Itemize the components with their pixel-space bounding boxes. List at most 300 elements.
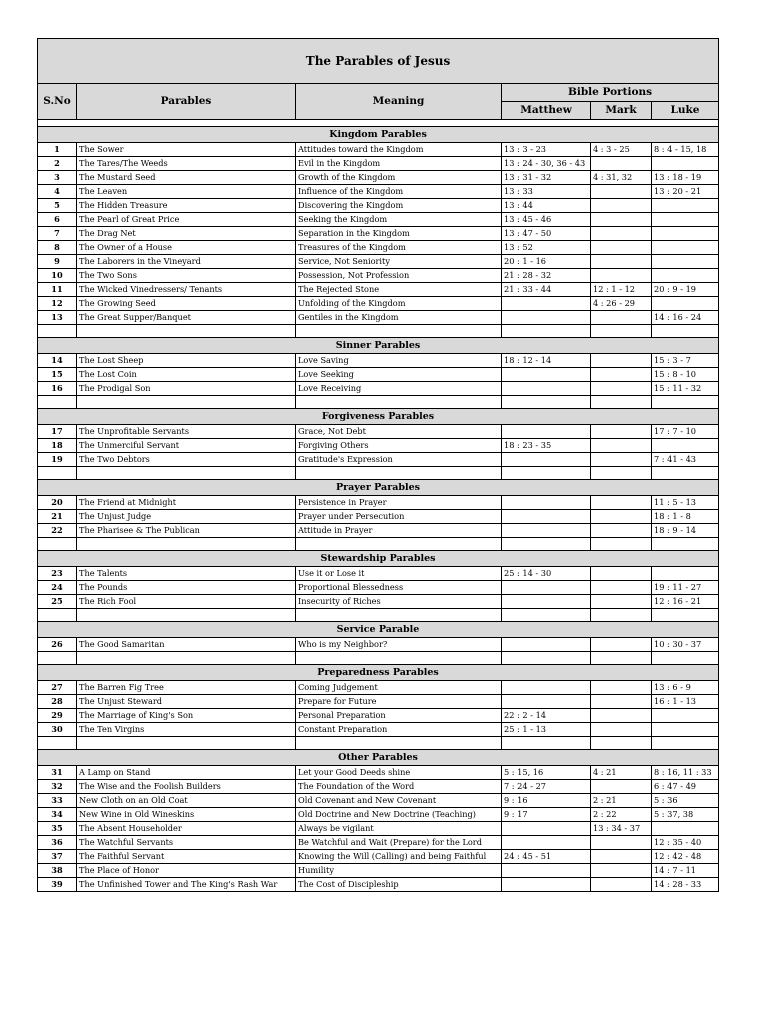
sno-cell: 12	[38, 297, 77, 311]
luke-cell: 8 : 16, 11 : 33	[652, 766, 719, 780]
sno-cell: 6	[38, 213, 77, 227]
luke-cell: 12 : 42 - 48	[652, 850, 719, 864]
mark-cell	[591, 709, 652, 723]
parable-cell: The Unmerciful Servant	[77, 439, 296, 453]
mark-cell: 2 : 21	[591, 794, 652, 808]
blank-cell	[38, 538, 77, 551]
blank-cell	[502, 609, 591, 622]
blank-row	[38, 325, 719, 338]
header-luke: Luke	[652, 102, 719, 120]
table-row	[38, 354, 719, 368]
blank-cell	[296, 396, 502, 409]
blank-cell	[652, 325, 719, 338]
matthew-cell	[502, 297, 591, 311]
parable-cell: The Leaven	[77, 185, 296, 199]
mark-cell	[591, 524, 652, 538]
parable-cell: The Two Sons	[77, 269, 296, 283]
table-row	[38, 780, 719, 794]
matthew-cell: 25 : 14 - 30	[502, 567, 591, 581]
meaning-cell: Love Receiving	[296, 382, 502, 396]
table-row	[38, 311, 719, 325]
matthew-cell: 18 : 23 - 35	[502, 439, 591, 453]
matthew-cell: 5 : 15, 16	[502, 766, 591, 780]
matthew-cell	[502, 595, 591, 609]
meaning-cell: Old Covenant and New Covenant	[296, 794, 502, 808]
parables-table	[37, 38, 719, 892]
luke-cell: 15 : 3 - 7	[652, 354, 719, 368]
header-parables: Parables	[77, 84, 296, 120]
blank-cell	[77, 467, 296, 480]
sno-cell: 20	[38, 496, 77, 510]
parable-cell: The Growing Seed	[77, 297, 296, 311]
luke-cell: 16 : 1 - 13	[652, 695, 719, 709]
luke-cell	[652, 269, 719, 283]
meaning-cell: Always be vigilant	[296, 822, 502, 836]
matthew-cell: 13 : 33	[502, 185, 591, 199]
luke-cell: 19 : 11 - 27	[652, 581, 719, 595]
meaning-cell: Prepare for Future	[296, 695, 502, 709]
table-row	[38, 695, 719, 709]
blank-cell	[296, 737, 502, 750]
meaning-cell: Old Doctrine and New Doctrine (Teaching)	[296, 808, 502, 822]
parable-cell: The Good Samaritan	[77, 638, 296, 652]
table-row	[38, 595, 719, 609]
sno-cell: 11	[38, 283, 77, 297]
mark-cell: 12 : 1 - 12	[591, 283, 652, 297]
meaning-cell: Love Seeking	[296, 368, 502, 382]
sno-cell: 27	[38, 681, 77, 695]
table-row	[38, 524, 719, 538]
sno-cell: 33	[38, 794, 77, 808]
table-row	[38, 510, 719, 524]
section-header-row	[38, 665, 719, 681]
matthew-cell: 13 : 52	[502, 241, 591, 255]
blank-cell	[296, 609, 502, 622]
parable-cell: The Watchful Servants	[77, 836, 296, 850]
meaning-cell: Service, Not Seniority	[296, 255, 502, 269]
parable-cell: The Unfinished Tower and The King's Rash War	[77, 878, 296, 892]
meaning-cell: Discovering the Kingdom	[296, 199, 502, 213]
blank-cell	[38, 652, 77, 665]
mark-cell	[591, 453, 652, 467]
luke-cell: 11 : 5 - 13	[652, 496, 719, 510]
blank-cell	[77, 396, 296, 409]
table-row	[38, 808, 719, 822]
blank-cell	[502, 396, 591, 409]
matthew-cell: 9 : 17	[502, 808, 591, 822]
mark-cell	[591, 241, 652, 255]
header-bible-portions: Bible Portions	[502, 84, 719, 102]
blank-row	[38, 652, 719, 665]
blank-cell	[591, 396, 652, 409]
table-row	[38, 681, 719, 695]
sno-cell: 10	[38, 269, 77, 283]
blank-cell	[652, 396, 719, 409]
matthew-cell	[502, 510, 591, 524]
matthew-cell: 22 : 2 - 14	[502, 709, 591, 723]
blank-cell	[502, 325, 591, 338]
matthew-cell	[502, 311, 591, 325]
matthew-cell: 25 : 1 - 13	[502, 723, 591, 737]
luke-cell: 5 : 36	[652, 794, 719, 808]
table-row	[38, 723, 719, 737]
header-row	[38, 84, 719, 102]
parable-cell: The Rich Fool	[77, 595, 296, 609]
mark-cell	[591, 382, 652, 396]
mark-cell: 4 : 21	[591, 766, 652, 780]
table-row	[38, 864, 719, 878]
mark-cell: 4 : 3 - 25	[591, 143, 652, 157]
blank-cell	[652, 538, 719, 551]
table-row	[38, 297, 719, 311]
table-row	[38, 709, 719, 723]
table-row	[38, 836, 719, 850]
sno-cell: 25	[38, 595, 77, 609]
matthew-cell	[502, 368, 591, 382]
table-row	[38, 171, 719, 185]
table-row	[38, 227, 719, 241]
luke-cell: 18 : 1 - 8	[652, 510, 719, 524]
meaning-cell: Unfolding of the Kingdom	[296, 297, 502, 311]
blank-cell	[652, 609, 719, 622]
matthew-cell: 21 : 33 - 44	[502, 283, 591, 297]
meaning-cell: Forgiving Others	[296, 439, 502, 453]
mark-cell	[591, 255, 652, 269]
matthew-cell: 13 : 45 - 46	[502, 213, 591, 227]
mark-cell	[591, 311, 652, 325]
luke-cell	[652, 709, 719, 723]
meaning-cell: Gratitude's Expression	[296, 453, 502, 467]
mark-cell: 2 : 22	[591, 808, 652, 822]
parable-cell: The Hidden Treasure	[77, 199, 296, 213]
table-row	[38, 368, 719, 382]
blank-cell	[38, 467, 77, 480]
matthew-cell: 13 : 31 - 32	[502, 171, 591, 185]
sno-cell: 15	[38, 368, 77, 382]
blank-cell	[591, 652, 652, 665]
luke-cell: 13 : 18 - 19	[652, 171, 719, 185]
blank-cell	[591, 609, 652, 622]
meaning-cell: Love Saving	[296, 354, 502, 368]
matthew-cell	[502, 695, 591, 709]
sno-cell: 2	[38, 157, 77, 171]
sno-cell: 9	[38, 255, 77, 269]
parable-cell: The Sower	[77, 143, 296, 157]
meaning-cell: Who is my Neighbor?	[296, 638, 502, 652]
parable-cell: The Wicked Vinedressers/ Tenants	[77, 283, 296, 297]
luke-cell	[652, 723, 719, 737]
mark-cell	[591, 864, 652, 878]
section-title: Preparedness Parables	[38, 665, 719, 681]
section-header-row	[38, 338, 719, 354]
sno-cell: 21	[38, 510, 77, 524]
matthew-cell	[502, 496, 591, 510]
blank-cell	[502, 467, 591, 480]
luke-cell	[652, 439, 719, 453]
mark-cell	[591, 354, 652, 368]
parable-cell: The Great Supper/Banquet	[77, 311, 296, 325]
matthew-cell	[502, 638, 591, 652]
meaning-cell: Let your Good Deeds shine	[296, 766, 502, 780]
blank-cell	[77, 737, 296, 750]
matthew-cell	[502, 681, 591, 695]
sno-cell: 30	[38, 723, 77, 737]
parable-cell: The Laborers in the Vineyard	[77, 255, 296, 269]
blank-cell	[591, 467, 652, 480]
matthew-cell	[502, 382, 591, 396]
luke-cell: 20 : 9 - 19	[652, 283, 719, 297]
luke-cell	[652, 199, 719, 213]
table-row	[38, 439, 719, 453]
sno-cell: 24	[38, 581, 77, 595]
matthew-cell: 18 : 12 - 14	[502, 354, 591, 368]
parable-cell: The Unjust Steward	[77, 695, 296, 709]
sno-cell: 5	[38, 199, 77, 213]
parable-cell: A Lamp on Stand	[77, 766, 296, 780]
mark-cell	[591, 681, 652, 695]
matthew-cell: 9 : 16	[502, 794, 591, 808]
blank-cell	[591, 325, 652, 338]
blank-cell	[38, 737, 77, 750]
blank-row	[38, 609, 719, 622]
blank-cell	[502, 652, 591, 665]
blank-row	[38, 538, 719, 551]
parable-cell: The Mustard Seed	[77, 171, 296, 185]
table-row	[38, 638, 719, 652]
luke-cell	[652, 297, 719, 311]
matthew-cell: 7 : 24 - 27	[502, 780, 591, 794]
mark-cell	[591, 595, 652, 609]
meaning-cell: Be Watchful and Wait (Prepare) for the Lord	[296, 836, 502, 850]
table-row	[38, 453, 719, 467]
mark-cell: 4 : 31, 32	[591, 171, 652, 185]
blank-cell	[652, 652, 719, 665]
meaning-cell: Separation in the Kingdom	[296, 227, 502, 241]
sno-cell: 13	[38, 311, 77, 325]
mark-cell: 13 : 34 - 37	[591, 822, 652, 836]
parable-cell: New Cloth on an Old Coat	[77, 794, 296, 808]
luke-cell: 15 : 11 - 32	[652, 382, 719, 396]
luke-cell	[652, 227, 719, 241]
mark-cell	[591, 185, 652, 199]
meaning-cell: Evil in the Kingdom	[296, 157, 502, 171]
mark-cell	[591, 836, 652, 850]
sno-cell: 8	[38, 241, 77, 255]
mark-cell	[591, 878, 652, 892]
table-row	[38, 255, 719, 269]
parable-cell: The Friend at Midnight	[77, 496, 296, 510]
luke-cell: 6 : 47 - 49	[652, 780, 719, 794]
sno-cell: 1	[38, 143, 77, 157]
meaning-cell: Humility	[296, 864, 502, 878]
blank-cell	[502, 538, 591, 551]
parable-cell: The Tares/The Weeds	[77, 157, 296, 171]
table-row	[38, 157, 719, 171]
matthew-cell	[502, 453, 591, 467]
blank-cell	[77, 652, 296, 665]
sno-cell: 34	[38, 808, 77, 822]
parable-cell: The Drag Net	[77, 227, 296, 241]
parable-cell: The Barren Fig Tree	[77, 681, 296, 695]
blank-cell	[38, 609, 77, 622]
mark-cell	[591, 157, 652, 171]
mark-cell	[591, 199, 652, 213]
section-title: Prayer Parables	[38, 480, 719, 496]
blank-cell	[296, 652, 502, 665]
sno-cell: 32	[38, 780, 77, 794]
section-title: Other Parables	[38, 750, 719, 766]
parable-cell: New Wine in Old Wineskins	[77, 808, 296, 822]
luke-cell: 5 : 37, 38	[652, 808, 719, 822]
matthew-cell: 24 : 45 - 51	[502, 850, 591, 864]
matthew-cell	[502, 425, 591, 439]
sno-cell: 35	[38, 822, 77, 836]
sno-cell: 23	[38, 567, 77, 581]
mark-cell	[591, 439, 652, 453]
blank-cell	[38, 325, 77, 338]
mark-cell	[591, 227, 652, 241]
parable-cell: The Absent Householder	[77, 822, 296, 836]
blank-cell	[77, 609, 296, 622]
table-row	[38, 143, 719, 157]
section-header-row	[38, 622, 719, 638]
luke-cell	[652, 157, 719, 171]
table-row	[38, 213, 719, 227]
table-row	[38, 822, 719, 836]
section-title: Forgiveness Parables	[38, 409, 719, 425]
sno-cell: 26	[38, 638, 77, 652]
matthew-cell: 13 : 47 - 50	[502, 227, 591, 241]
luke-cell: 13 : 6 - 9	[652, 681, 719, 695]
meaning-cell: Proportional Blessedness	[296, 581, 502, 595]
luke-cell: 13 : 20 - 21	[652, 185, 719, 199]
blank-cell	[77, 538, 296, 551]
mark-cell	[591, 695, 652, 709]
header-matthew: Matthew	[502, 102, 591, 120]
blank-cell	[652, 737, 719, 750]
meaning-cell: Personal Preparation	[296, 709, 502, 723]
section-title: Service Parable	[38, 622, 719, 638]
table-row	[38, 241, 719, 255]
blank-row	[38, 396, 719, 409]
sno-cell: 37	[38, 850, 77, 864]
luke-cell	[652, 241, 719, 255]
matthew-cell: 13 : 24 - 30, 36 - 43	[502, 157, 591, 171]
meaning-cell: Attitudes toward the Kingdom	[296, 143, 502, 157]
sno-cell: 7	[38, 227, 77, 241]
parable-cell: The Pounds	[77, 581, 296, 595]
spacer-cell	[38, 120, 719, 127]
section-header-row	[38, 127, 719, 143]
sno-cell: 28	[38, 695, 77, 709]
luke-cell: 15 : 8 - 10	[652, 368, 719, 382]
meaning-cell: Knowing the Will (Calling) and being Faithful	[296, 850, 502, 864]
table-row	[38, 850, 719, 864]
parable-cell: The Lost Coin	[77, 368, 296, 382]
blank-cell	[296, 325, 502, 338]
blank-cell	[38, 396, 77, 409]
meaning-cell: Use it or Lose it	[296, 567, 502, 581]
blank-cell	[77, 325, 296, 338]
parable-cell: The Pharisee & The Publican	[77, 524, 296, 538]
section-header-row	[38, 551, 719, 567]
meaning-cell: Insecurity of Riches	[296, 595, 502, 609]
parable-cell: The Place of Honor	[77, 864, 296, 878]
parable-cell: The Lost Sheep	[77, 354, 296, 368]
mark-cell	[591, 510, 652, 524]
table-row	[38, 794, 719, 808]
table-row	[38, 382, 719, 396]
blank-cell	[296, 538, 502, 551]
section-header-row	[38, 750, 719, 766]
sno-cell: 29	[38, 709, 77, 723]
sno-cell: 17	[38, 425, 77, 439]
meaning-cell: Attitude in Prayer	[296, 524, 502, 538]
parable-cell: The Wise and the Foolish Builders	[77, 780, 296, 794]
sno-cell: 22	[38, 524, 77, 538]
parable-cell: The Prodigal Son	[77, 382, 296, 396]
header-meaning: Meaning	[296, 84, 502, 120]
mark-cell	[591, 780, 652, 794]
meaning-cell: Influence of the Kingdom	[296, 185, 502, 199]
sno-cell: 19	[38, 453, 77, 467]
parable-cell: The Ten Virgins	[77, 723, 296, 737]
section-title: Stewardship Parables	[38, 551, 719, 567]
parable-cell: The Unprofitable Servants	[77, 425, 296, 439]
meaning-cell: Gentiles in the Kingdom	[296, 311, 502, 325]
meaning-cell: Prayer under Persecution	[296, 510, 502, 524]
sno-cell: 38	[38, 864, 77, 878]
mark-cell	[591, 581, 652, 595]
mark-cell	[591, 850, 652, 864]
luke-cell: 12 : 35 - 40	[652, 836, 719, 850]
mark-cell	[591, 496, 652, 510]
matthew-cell: 21 : 28 - 32	[502, 269, 591, 283]
table-row	[38, 283, 719, 297]
meaning-cell: Coming Judgement	[296, 681, 502, 695]
luke-cell: 14 : 28 - 33	[652, 878, 719, 892]
mark-cell	[591, 567, 652, 581]
meaning-cell: The Cost of Discipleship	[296, 878, 502, 892]
meaning-cell: Constant Preparation	[296, 723, 502, 737]
sno-cell: 39	[38, 878, 77, 892]
meaning-cell: Treasures of the Kingdom	[296, 241, 502, 255]
blank-cell	[591, 538, 652, 551]
meaning-cell: Growth of the Kingdom	[296, 171, 502, 185]
spacer-row	[38, 120, 719, 127]
mark-cell	[591, 425, 652, 439]
section-title: Sinner Parables	[38, 338, 719, 354]
section-header-row	[38, 480, 719, 496]
parable-cell: The Marriage of King's Son	[77, 709, 296, 723]
meaning-cell: The Foundation of the Word	[296, 780, 502, 794]
blank-cell	[296, 467, 502, 480]
luke-cell: 7 : 41 - 43	[652, 453, 719, 467]
section-title: Kingdom Parables	[38, 127, 719, 143]
matthew-cell	[502, 581, 591, 595]
table-row	[38, 425, 719, 439]
matthew-cell: 20 : 1 - 16	[502, 255, 591, 269]
sno-cell: 18	[38, 439, 77, 453]
meaning-cell: Seeking the Kingdom	[296, 213, 502, 227]
blank-row	[38, 467, 719, 480]
sno-cell: 3	[38, 171, 77, 185]
luke-cell: 12 : 16 - 21	[652, 595, 719, 609]
parable-cell: The Faithful Servant	[77, 850, 296, 864]
luke-cell: 17 : 7 - 10	[652, 425, 719, 439]
sno-cell: 36	[38, 836, 77, 850]
matthew-cell	[502, 822, 591, 836]
